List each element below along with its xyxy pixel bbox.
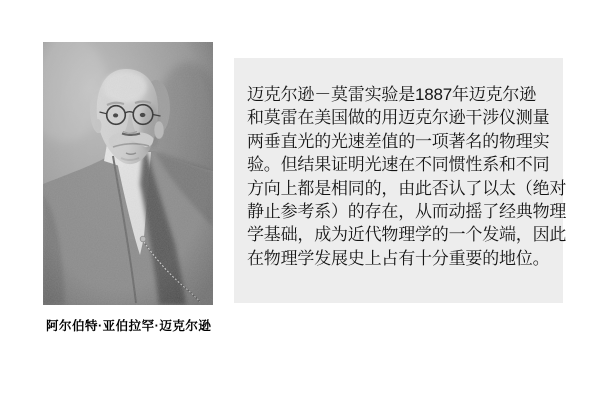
info-line: 方向上都是相同的，由此否认了以太（绝对 xyxy=(247,178,567,198)
photo-caption: 阿尔伯特·亚伯拉罕·迈克尔逊 xyxy=(46,319,212,333)
info-line: 两垂直光的光速差值的一项著名的物理实 xyxy=(247,131,550,151)
info-line: 迈克尔逊－莫雷实验是1887年迈克尔逊 xyxy=(247,85,537,104)
info-line: 在物理学发展史上占有十分重要的地位。 xyxy=(247,248,550,268)
info-line: 和莫雷在美国做的用迈克尔逊干涉仪测量 xyxy=(247,108,550,128)
info-line: 学基础，成为近代物理学的一个发端，因此 xyxy=(247,225,567,245)
portrait-photo xyxy=(43,42,213,305)
info-line: 验。但结果证明光速在不同惯性系和不同 xyxy=(247,155,550,175)
portrait-photo-image xyxy=(43,42,213,305)
info-box xyxy=(234,58,567,303)
info-line: 静止参考系）的存在，从而动摇了经典物理 xyxy=(247,202,567,222)
